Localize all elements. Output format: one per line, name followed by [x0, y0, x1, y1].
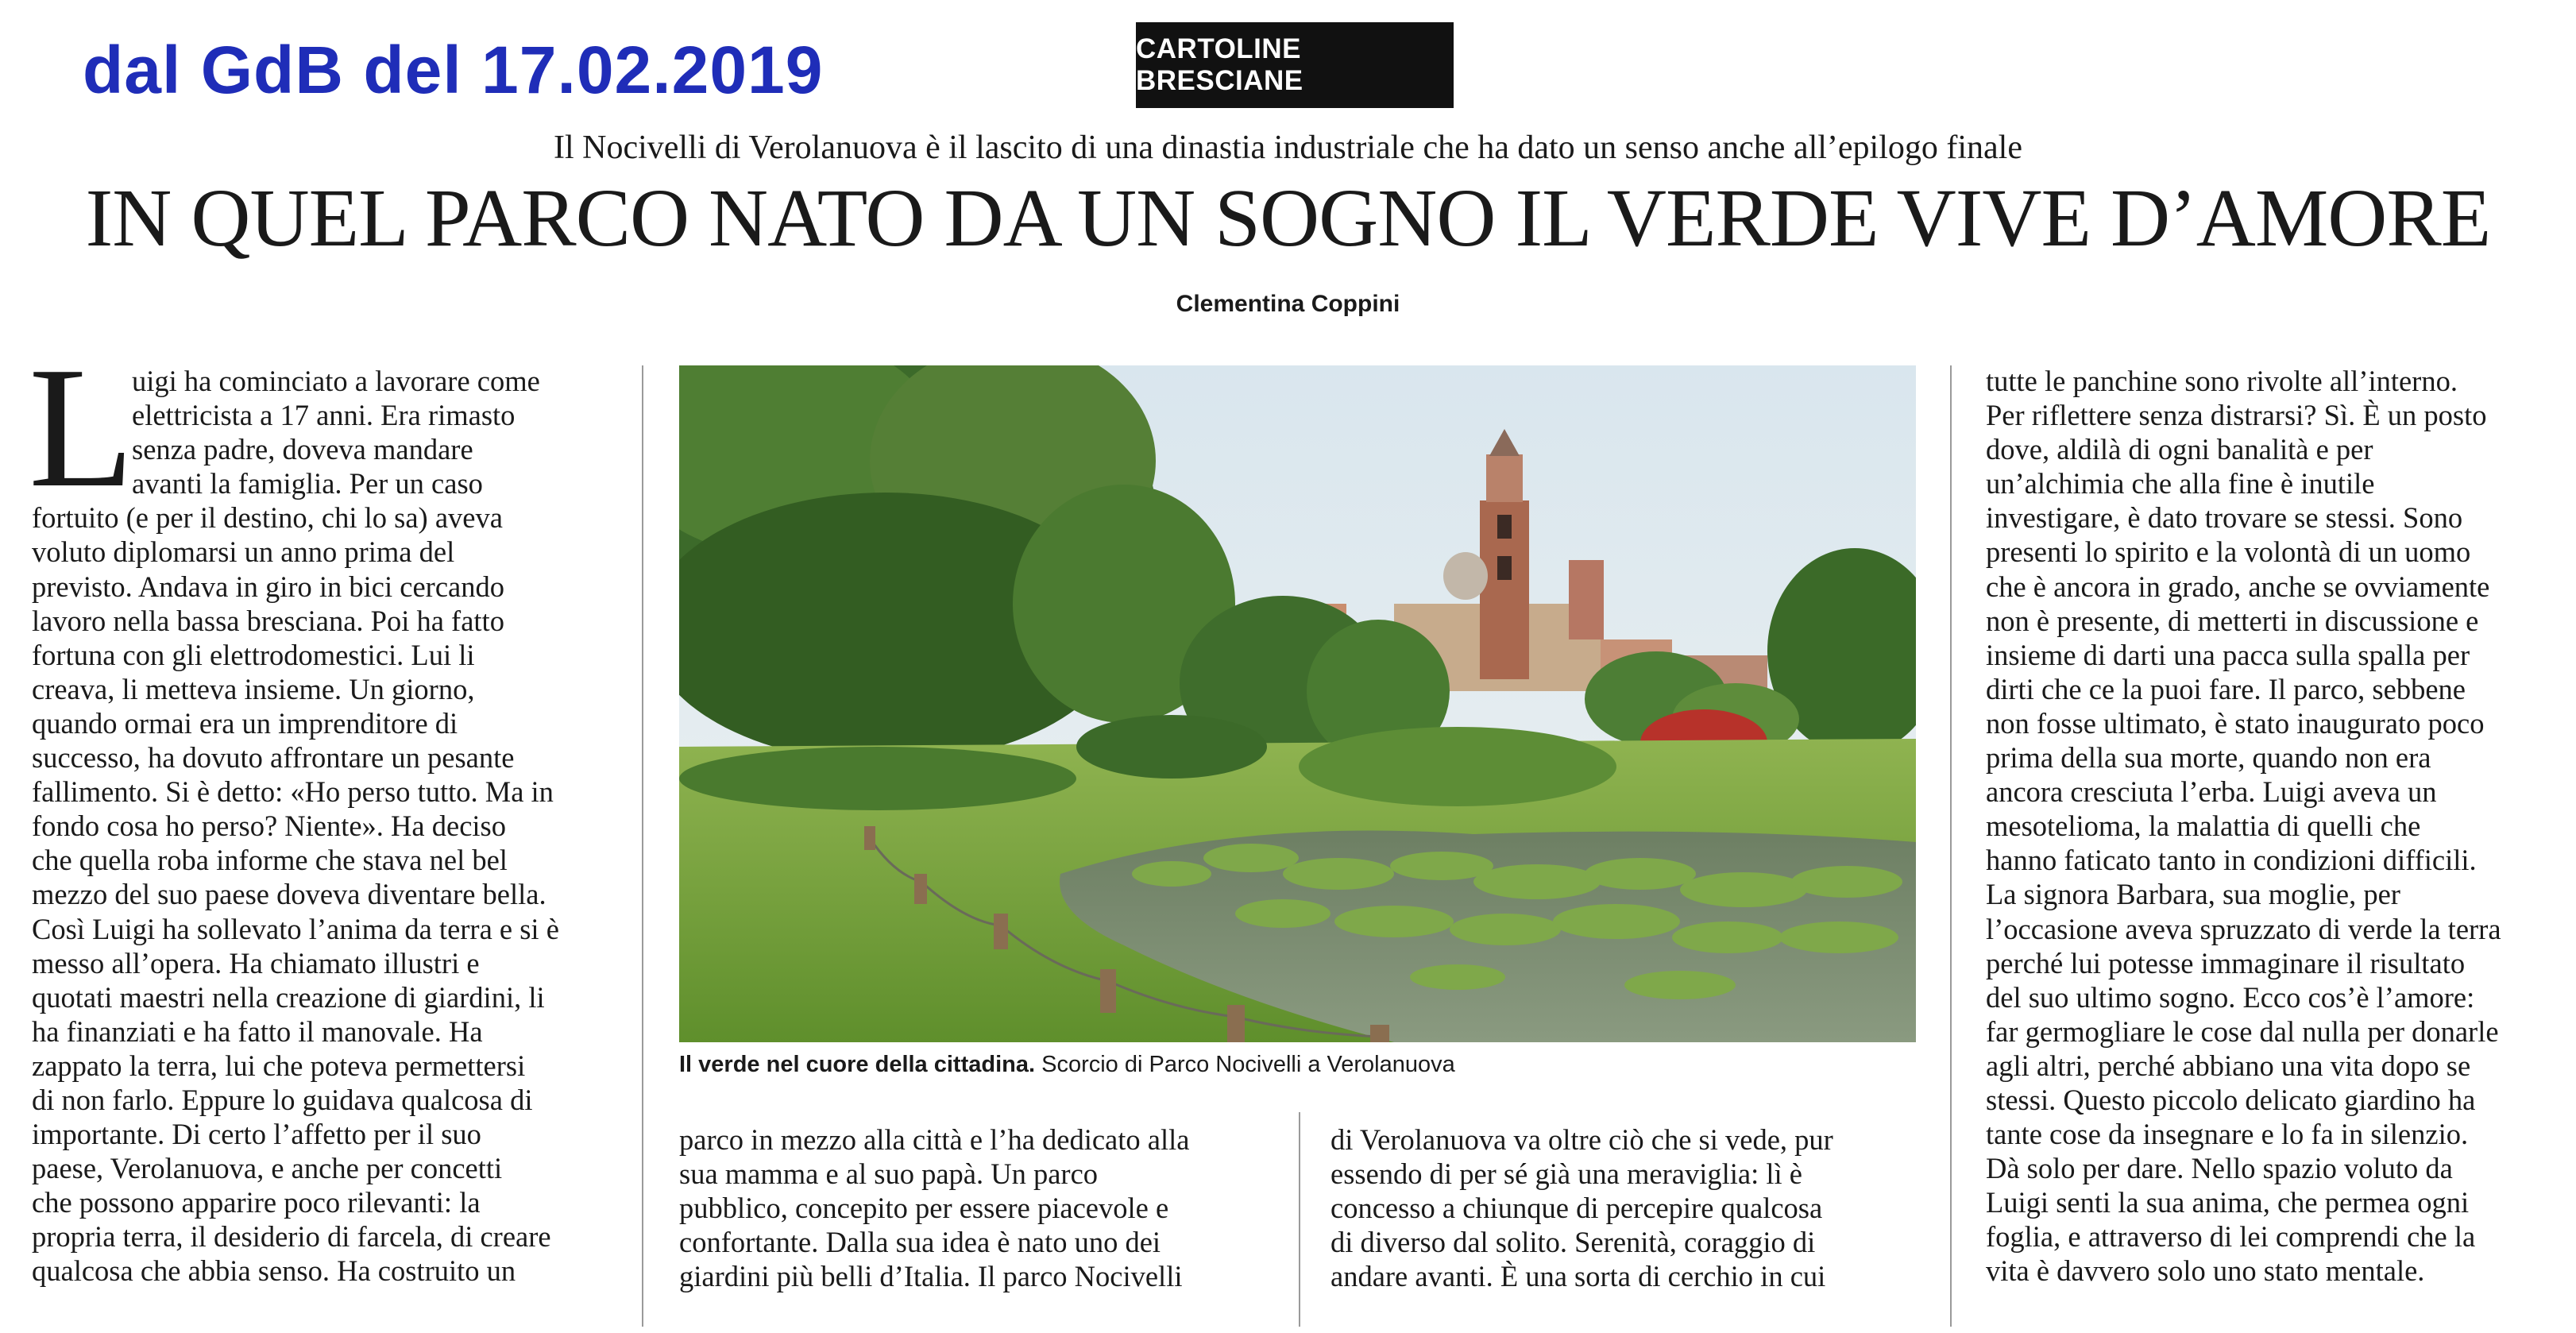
caption-bold: Il verde nel cuore della cittadina.	[679, 1052, 1036, 1077]
text-line: di non farlo. Eppure lo guidava qualcosa di	[32, 1083, 533, 1116]
text-line: hanno faticato tanto in condizioni difficili.	[1986, 844, 2477, 877]
text-line: l’occasione aveva spruzzato di verde la terra	[1986, 912, 2501, 945]
text-line: Così Luigi ha sollevato l’anima da terra e si è	[32, 912, 559, 945]
text-line: uigi ha cominciato a lavorare come	[132, 365, 540, 397]
kicker: Il Nocivelli di Verolanuova è il lascito di una dinastia industriale che ha dato un senso anche all’epilogo finale	[553, 129, 2022, 166]
text-line: vita è davvero solo uno stato mentale.	[1986, 1254, 2425, 1288]
text-line: stessi. Questo piccolo delicato giardino ha	[1986, 1083, 2476, 1116]
source-tag: dal GdB del 17.02.2019	[83, 33, 824, 107]
column-rule	[1299, 1112, 1300, 1327]
text-line: Per riflettere senza distrarsi? Sì. È un posto	[1986, 399, 2487, 432]
text-line: non fosse ultimato, è stato inaugurato poco	[1986, 706, 2485, 740]
text-line: giardini più belli d’Italia. Il parco Nocivelli	[679, 1260, 1183, 1293]
text-line: lavoro nella bassa bresciana. Poi ha fatto	[32, 604, 504, 637]
text-line: ancora cresciuta l’erba. Luigi aveva un	[1986, 775, 2437, 809]
caption-text: Scorcio di Parco Nocivelli a Verolanuova	[1035, 1052, 1455, 1077]
text-line: fortuito (e per il destino, chi lo sa) aveva	[32, 501, 503, 535]
text-line: tutte le panchine sono rivolte all’interno.	[1986, 365, 2458, 397]
text-line: zappato la terra, lui che poteva permettersi	[32, 1049, 526, 1082]
section-rubric: CARTOLINE BRESCIANE	[1136, 22, 1454, 108]
text-line: presenti lo spirito e la volontà di un uomo	[1986, 535, 2471, 569]
text-line: essendo di per sé già una meraviglia: lì è	[1330, 1157, 1802, 1191]
text-line: La signora Barbara, sua moglie, per	[1986, 878, 2400, 911]
column-rule	[642, 365, 643, 1327]
text-line: un’alchimia che alla fine è inutile	[1986, 467, 2375, 500]
headline: IN QUEL PARCO NATO DA UN SOGNO IL VERDE VIVE D’AMORE	[85, 172, 2491, 264]
text-line: del suo ultimo sogno. Ecco cos’è l’amore:	[1986, 980, 2475, 1014]
text-line: avanti la famiglia. Per un caso	[132, 467, 483, 500]
text-line: di diverso dal solito. Serenità, coraggio di	[1330, 1226, 1816, 1259]
text-line: fortuna con gli elettrodomestici. Lui li	[32, 638, 475, 671]
text-line: Luigi senti la sua anima, che permea ogni	[1986, 1186, 2470, 1219]
text-line: di Verolanuova va oltre ciò che si vede, pur	[1330, 1123, 1833, 1156]
text-line: ha finanziati e ha fatto il manovale. Ha	[32, 1014, 483, 1048]
text-line: voluto diplomarsi un anno prima del	[32, 535, 455, 569]
text-line: investigare, è dato trovare se stessi. Sono	[1986, 501, 2463, 535]
text-line: concesso a chiunque di percepire qualcosa	[1330, 1192, 1823, 1225]
article-column-1	[32, 364, 612, 1289]
text-line: foglia, e attraverso di lei comprendi che la	[1986, 1220, 2476, 1254]
text-line: che possono apparire poco rilevanti: la	[32, 1186, 481, 1219]
article-column-2	[679, 1122, 1267, 1293]
text-line: propria terra, il desiderio di farcela, di creare	[32, 1220, 551, 1254]
text-line: creava, li metteva insieme. Un giorno,	[32, 672, 475, 705]
text-line: andare avanti. È una sorta di cerchio in cui	[1330, 1260, 1826, 1293]
text-line: messo all’opera. Ha chiamato illustri e	[32, 946, 480, 979]
text-line: prima della sua morte, quando non era	[1986, 741, 2431, 775]
text-line: quotati maestri nella creazione di giardini, li	[32, 980, 545, 1014]
drop-cap: L	[29, 332, 135, 524]
text-line: qualcosa che abbia senso. Ha costruito un	[32, 1254, 516, 1288]
text-line: previsto. Andava in giro in bici cercando	[32, 570, 504, 603]
text-line: insieme di darti una pacca sulla spalla per	[1986, 638, 2470, 671]
text-line: che è ancora in grado, anche se ovviamente	[1986, 570, 2490, 603]
text-line: che quella roba informe che stava nel bel	[32, 844, 508, 877]
text-line: pubblico, concepito per essere piacevole e	[679, 1192, 1169, 1225]
text-line: sua mamma e al suo papà. Un parco	[679, 1157, 1099, 1191]
text-line: fallimento. Si è detto: «Ho perso tutto. Ma in	[32, 775, 554, 809]
text-line: importante. Di certo l’affetto per il suo	[32, 1118, 481, 1151]
article-column-3	[1330, 1122, 1910, 1293]
text-line: fondo cosa ho perso? Niente». Ha deciso	[32, 809, 506, 843]
park-photo	[679, 365, 1916, 1042]
text-line: senza padre, doveva mandare	[132, 433, 473, 466]
text-line: Dà solo per dare. Nello spazio voluto da	[1986, 1152, 2453, 1185]
text-line: mesotelioma, la malattia di quelli che	[1986, 809, 2421, 843]
text-line: perché lui potesse immaginare il risultato	[1986, 946, 2466, 979]
text-line: parco in mezzo alla città e l’ha dedicato alla	[679, 1123, 1190, 1156]
text-line: agli altri, perché abbiano una vita dopo se	[1986, 1049, 2471, 1082]
text-line: dove, aldilà di ogni banalità e per	[1986, 433, 2373, 466]
text-line: confortante. Dalla sua idea è nato uno dei	[679, 1226, 1161, 1259]
text-line: elettricista a 17 anni. Era rimasto	[132, 399, 516, 432]
text-line: successo, ha dovuto affrontare un pesante	[32, 741, 515, 775]
text-line: paese, Verolanuova, e anche per concetti	[32, 1152, 503, 1185]
text-line: mezzo del suo paese doveva diventare bella.	[32, 878, 546, 911]
text-line: non è presente, di metterti in discussione e	[1986, 604, 2479, 637]
text-line: dirti che ce la puoi fare. Il parco, sebbene	[1986, 672, 2466, 705]
column-rule	[1950, 365, 1952, 1327]
text-line: quando ormai era un imprenditore di	[32, 706, 458, 740]
photo-caption	[679, 1052, 1455, 1078]
text-line: tante cose da insegnare e lo fa in silenzio.	[1986, 1118, 2469, 1151]
article-column-4	[1986, 364, 2566, 1289]
text-line: far germogliare le cose dal nulla per donarle	[1986, 1014, 2499, 1048]
byline: Clementina Coppini	[1176, 291, 1400, 317]
